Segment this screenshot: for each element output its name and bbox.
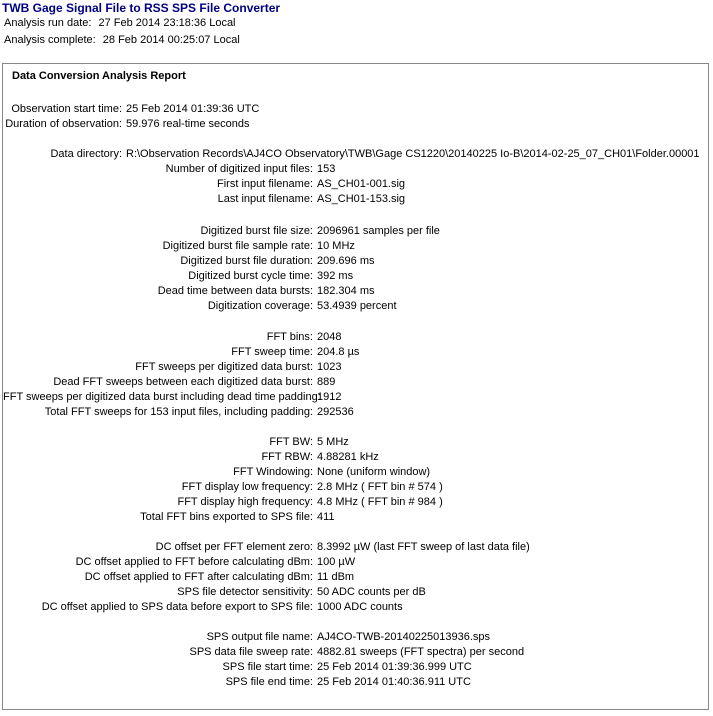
report-row-label: Observation start time: [11, 103, 122, 115]
report-row-value: 392 ms [317, 270, 354, 282]
report-row [3, 510, 708, 525]
report-row-label: Duration of observation: [5, 118, 122, 130]
analysis-complete-line [4, 33, 240, 48]
report-row-label: DC offset applied to SPS data before export to SPS file: [41, 601, 313, 613]
report-row-label: SPS output file name: [206, 631, 313, 643]
report-row-value: 2.8 MHz ( FFT bin # 574 ) [317, 481, 443, 493]
report-row-label: DC offset applied to FFT before calculating dBm: [75, 556, 313, 568]
report-row [3, 495, 708, 510]
report-row [3, 269, 708, 284]
report-row [3, 390, 708, 405]
report-row-label: FFT display low frequency: [181, 481, 313, 493]
report-row [3, 162, 708, 177]
report-row-value: 292536 [317, 406, 354, 418]
report-row [3, 600, 708, 615]
report-row [3, 192, 708, 207]
report-row-label: FFT sweeps per digitized data burst: [135, 361, 313, 373]
report-row [3, 630, 708, 645]
group-dc-offset [3, 540, 708, 615]
report-row [3, 375, 708, 390]
report-row [3, 450, 708, 465]
report-row-label: Dead FFT sweeps between each digitized data burst: [53, 376, 313, 388]
report-row-label: DC offset per FFT element zero: [155, 541, 313, 553]
report-row-label: Last input filename: [217, 193, 313, 205]
report-row-value: 4882.81 sweeps (FFT spectra) per second [317, 646, 525, 658]
report-row-label: SPS file start time: [222, 661, 313, 673]
report-row [3, 555, 708, 570]
report-row-label: FFT display high frequency: [177, 496, 313, 508]
report-row-label: First input filename: [217, 178, 313, 190]
report-row-label: DC offset applied to FFT after calculating dBm: [84, 571, 313, 583]
report-row [3, 224, 708, 239]
report-row-value: 53.4939 percent [317, 300, 397, 312]
report-row-label: FFT bins: [266, 331, 313, 343]
report-row [3, 570, 708, 585]
report-row [3, 360, 708, 375]
report-row-value: AS_CH01-153.sig [317, 193, 406, 205]
report-row-value: 1023 [317, 361, 342, 373]
report-row-label: SPS data file sweep rate: [189, 646, 313, 658]
report-row [3, 102, 708, 117]
report-row-value: 25 Feb 2014 01:39:36.999 UTC [317, 661, 472, 673]
report-row [3, 239, 708, 254]
report-row-value: 100 µW [317, 556, 356, 568]
group-data-files [3, 147, 708, 207]
report-row-label: FFT sweep time: [231, 346, 313, 358]
report-row-value: 4.88281 kHz [317, 451, 379, 463]
report-row [3, 675, 708, 690]
report-row-label: SPS file detector sensitivity: [177, 586, 313, 598]
report-row [3, 330, 708, 345]
report-row [3, 117, 708, 132]
report-row-label: Total FFT sweeps for 153 input files, including padding: [44, 406, 313, 418]
report-row [3, 465, 708, 480]
group-fft-sweeps [3, 330, 708, 420]
report-row-label: SPS file end time: [225, 676, 313, 688]
report-row [3, 660, 708, 675]
report-row-value: 889 [317, 376, 336, 388]
report-row-value: 209.696 ms [317, 255, 375, 267]
report-title: Data Conversion Analysis Report [12, 70, 186, 82]
analysis-complete-label: Analysis complete: [4, 34, 96, 46]
report-row [3, 147, 708, 162]
group-burst-stats [3, 224, 708, 314]
report-row [3, 645, 708, 660]
report-row-label: Digitized burst cycle time: [188, 270, 313, 282]
report-row-value: 8.3992 µW (last FFT sweep of last data file) [317, 541, 530, 553]
report-row-label: Digitized burst file size: [200, 225, 313, 237]
report-row-label: FFT BW: [269, 436, 313, 448]
report-row [3, 435, 708, 450]
report-row [3, 540, 708, 555]
report-row-value: 5 MHz [317, 436, 349, 448]
report-row-value: 25 Feb 2014 01:39:36 UTC [126, 103, 260, 115]
report-row [3, 585, 708, 600]
report-row [3, 345, 708, 360]
group-fft-bandwidth [3, 435, 708, 525]
report-row-value: 1000 ADC counts [317, 601, 403, 613]
report-row-value: 59.976 real-time seconds [126, 118, 250, 130]
app-title: TWB Gage Signal File to RSS SPS File Converter [2, 1, 281, 15]
report-row [3, 284, 708, 299]
report-row-label: Data directory: [50, 148, 122, 160]
report-row-label: Digitization coverage: [207, 300, 313, 312]
report-row-value: 10 MHz [317, 240, 355, 252]
report-panel [2, 63, 709, 710]
report-row-value: 25 Feb 2014 01:40:36.911 UTC [317, 676, 471, 688]
report-row-label: Digitized burst file sample rate: [162, 240, 313, 252]
report-row-label: Digitized burst file duration: [180, 255, 313, 267]
report-row-value: 411 [317, 511, 335, 523]
report-row-value: 153 [317, 163, 336, 175]
report-row-value: 2048 [317, 331, 342, 343]
report-row-label: FFT Windowing: [233, 466, 313, 478]
report-row-label: Total FFT bins exported to SPS file: [140, 511, 313, 523]
analysis-run-date-value: 27 Feb 2014 23:18:36 Local [98, 17, 236, 29]
report-row-value: 4.8 MHz ( FFT bin # 984 ) [317, 496, 443, 508]
report-row [3, 299, 708, 314]
group-observation [3, 102, 708, 132]
report-row [3, 480, 708, 495]
report-row-value: 11 dBm [317, 571, 355, 583]
report-row [3, 405, 708, 420]
report-row-value: R:\Observation Records\AJ4CO Observatory\TWB\Gage CS1220\20140225 Io-B\2014-02-25_07_CH01\Folder.00001 [126, 148, 700, 160]
analysis-run-date-line [4, 16, 236, 31]
report-row-value: 204.8 µs [317, 346, 360, 358]
analysis-run-date-label: Analysis run date: [4, 17, 92, 29]
report-row-value: 50 ADC counts per dB [317, 586, 426, 598]
report-row-label: FFT sweeps per digitized data burst including dead time padding: [3, 391, 321, 403]
report-row-value: AJ4CO-TWB-20140225013936.sps [317, 631, 491, 643]
report-row-value: 182.304 ms [317, 285, 375, 297]
report-row-label: Dead time between data bursts: [157, 285, 313, 297]
report-row-value: AS_CH01-001.sig [317, 178, 406, 190]
report-row [3, 177, 708, 192]
analysis-complete-value: 28 Feb 2014 00:25:07 Local [102, 34, 240, 46]
report-row-label: Number of digitized input files: [165, 163, 313, 175]
report-row-value: 1912 [317, 391, 342, 403]
report-row-value: None (uniform window) [317, 466, 431, 478]
report-row [3, 254, 708, 269]
group-sps-output [3, 630, 708, 690]
report-row-value: 2096961 samples per file [317, 225, 440, 237]
report-row-label: FFT RBW: [261, 451, 313, 463]
